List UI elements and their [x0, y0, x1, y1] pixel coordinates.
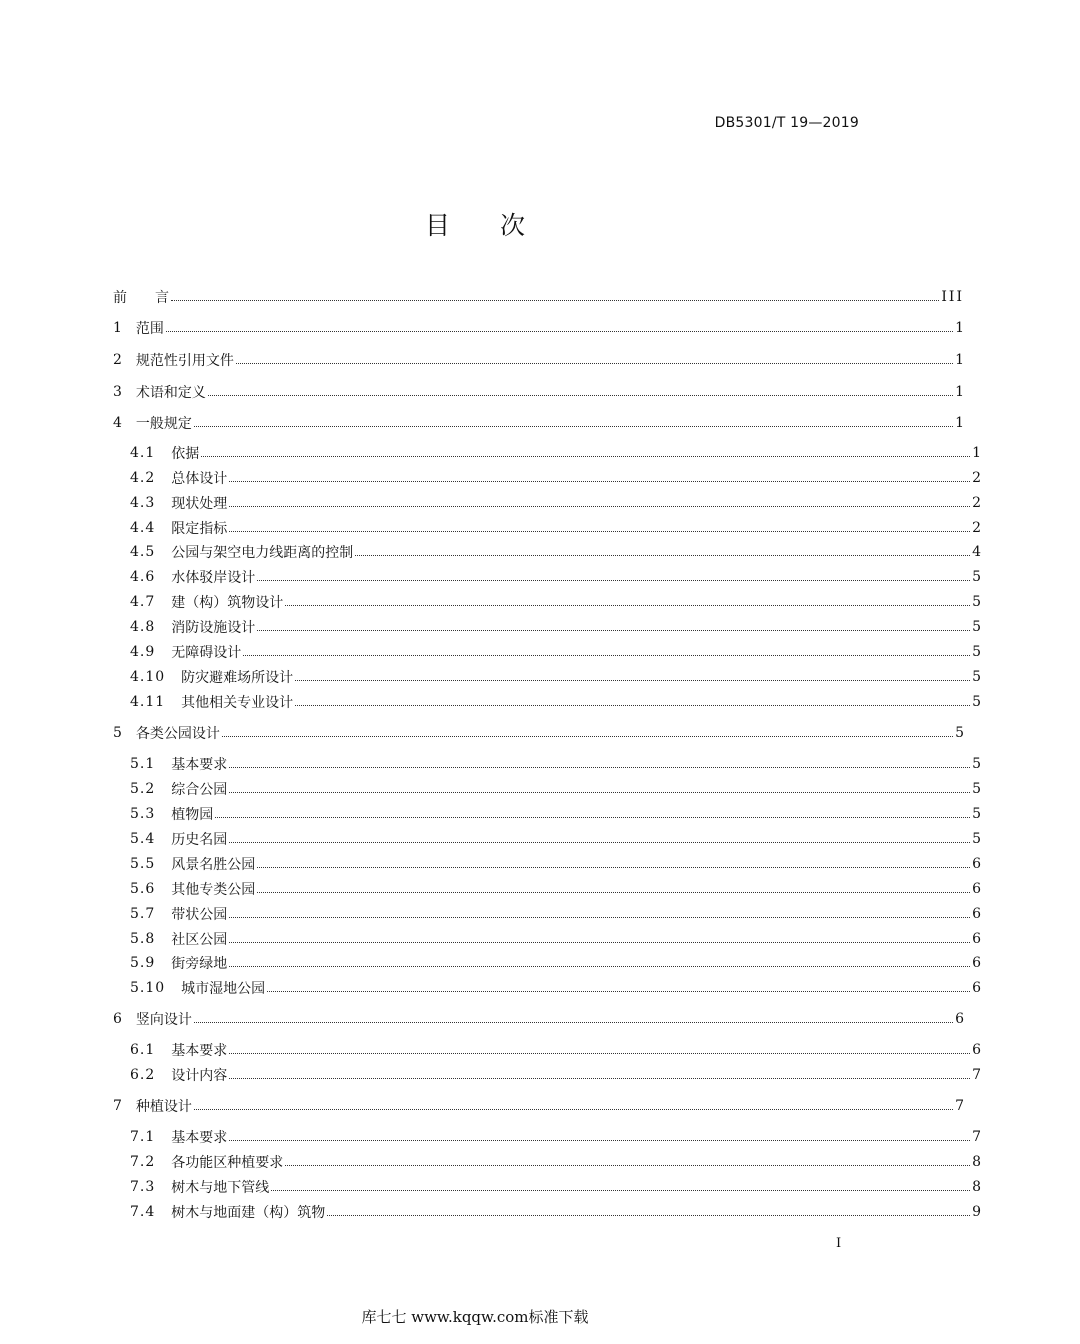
toc-entry-page: 5 [972, 569, 981, 585]
toc-entry-page: 2 [972, 520, 981, 536]
toc-entry[interactable] [0, 977, 1080, 999]
toc-entry[interactable] [0, 666, 1080, 688]
toc-leader-dots [229, 841, 970, 843]
toc-entry-label: 带状公园 [171, 907, 228, 923]
toc-entry-label: 综合公园 [171, 782, 228, 798]
toc-entry-label: 术语和定义 [135, 385, 206, 401]
toc-entry[interactable] [0, 853, 1080, 875]
toc-entry-number: 4.6 [130, 569, 156, 585]
toc-entry-page: III [941, 289, 964, 305]
toc-entry-number: 5.5 [130, 856, 156, 872]
toc-entry[interactable] [0, 591, 1080, 613]
toc-leader-dots [229, 916, 970, 918]
toc-entry-number: 7.1 [130, 1129, 156, 1145]
toc-entry-number: 2 [113, 352, 122, 368]
toc-entry[interactable] [0, 641, 1080, 663]
toc-entry-label: 一般规定 [135, 416, 192, 432]
toc-entry[interactable] [0, 778, 1080, 800]
toc-entry-page: 6 [972, 881, 981, 897]
toc-leader-dots [257, 629, 970, 631]
toc-entry-number: 4.4 [130, 520, 156, 536]
toc-entry[interactable] [0, 317, 1063, 339]
toc-entry[interactable] [0, 803, 1080, 825]
toc-entry-page: 5 [972, 806, 981, 822]
toc-entry-page: 1 [955, 415, 964, 431]
toc-entry[interactable] [0, 1176, 1080, 1198]
toc-entry-page: 6 [972, 931, 981, 947]
toc-entry-label: 设计内容 [171, 1068, 228, 1084]
toc-entry-label: 依据 [171, 446, 200, 462]
toc-leader-dots [257, 891, 970, 893]
toc-leader-dots [194, 425, 953, 427]
toc-leader-dots [194, 1021, 953, 1023]
toc-entry-page: 6 [972, 856, 981, 872]
toc-entry-label: 树木与地下管线 [171, 1180, 270, 1196]
toc-entry-page: 6 [955, 1011, 964, 1027]
toc-entry-number: 5.6 [130, 881, 156, 897]
toc-entry-number: 4.1 [130, 445, 156, 461]
toc-leader-dots [229, 791, 970, 793]
toc-entry[interactable] [0, 492, 1080, 514]
toc-entry[interactable] [0, 442, 1080, 464]
toc-entry-number: 5.8 [130, 931, 156, 947]
toc-entry-label: 基本要求 [171, 1130, 228, 1146]
toc-entry-number: 4.10 [130, 669, 166, 685]
title-char-2: 次 [500, 211, 528, 240]
toc-entry[interactable] [0, 1151, 1080, 1173]
toc-entry-label: 公园与架空电力线距离的控制 [171, 545, 354, 561]
toc-entry-number: 4.9 [130, 644, 156, 660]
toc-entry-number: 7.4 [130, 1204, 156, 1220]
toc-leader-dots [194, 1108, 953, 1110]
toc-entry-label: 风景名胜公园 [171, 857, 256, 873]
toc-leader-dots [236, 362, 953, 364]
toc-leader-dots [229, 505, 970, 507]
toc-entry-label: 其他专类公园 [171, 882, 256, 898]
toc-entry-page: 5 [972, 781, 981, 797]
toc-entry[interactable] [0, 381, 1063, 403]
toc-leader-dots [257, 579, 970, 581]
toc-leader-dots [208, 394, 953, 396]
toc-entry-number: 7.3 [130, 1179, 156, 1195]
toc-entry-number: 4.2 [130, 470, 156, 486]
toc-entry-label: 树木与地面建（构）筑物 [171, 1205, 326, 1221]
toc-entry-label: 现状处理 [171, 496, 228, 512]
toc-leader-dots [201, 455, 970, 457]
toc-entry-page: 8 [972, 1179, 981, 1195]
toc-entry-page: 5 [972, 644, 981, 660]
title-char-1: 目 [425, 211, 453, 240]
toc-entry-number: 5.3 [130, 806, 156, 822]
toc-leader-dots [222, 735, 953, 737]
toc-entry-number: 4.7 [130, 594, 156, 610]
toc-leader-dots [229, 766, 970, 768]
toc-entry-page: 1 [955, 384, 964, 400]
toc-entry-number: 7.2 [130, 1154, 156, 1170]
toc-entry-label: 城市湿地公园 [181, 981, 266, 997]
toc-entry-page: 6 [972, 906, 981, 922]
toc-entry[interactable] [0, 286, 1063, 308]
toc-entry-label: 范围 [135, 321, 164, 337]
document-code: DB5301/T 19—2019 [714, 115, 859, 131]
toc-leader-dots [295, 679, 970, 681]
toc-entry-page: 1 [955, 320, 964, 336]
toc-entry[interactable] [0, 1095, 1063, 1117]
toc-entry-number: 5.7 [130, 906, 156, 922]
toc-entry-page: 5 [972, 669, 981, 685]
toc-entry-label: 竖向设计 [135, 1012, 192, 1028]
toc-entry[interactable] [0, 412, 1063, 434]
toc-entry-page: 5 [972, 756, 981, 772]
page-number: I [836, 1236, 842, 1251]
toc-entry-label: 各功能区种植要求 [171, 1155, 284, 1171]
toc-entry-page: 5 [972, 694, 981, 710]
toc-entry-number: 6 [113, 1011, 122, 1027]
page-title [0, 206, 950, 242]
toc-entry-label: 植物园 [171, 807, 214, 823]
toc-entry-page: 6 [972, 980, 981, 996]
toc-entry-number: 5.10 [130, 980, 166, 996]
toc-entry-label: 防灾避难场所设计 [181, 670, 294, 686]
toc-leader-dots [285, 1164, 970, 1166]
toc-entry-page: 6 [972, 955, 981, 971]
toc-entry-number: 3 [113, 384, 122, 400]
toc-entry[interactable] [0, 1064, 1080, 1086]
toc-entry-label: 各类公园设计 [135, 726, 220, 742]
toc-entry-number: 5.2 [130, 781, 156, 797]
toc-leader-dots [285, 604, 970, 606]
toc-entry-page: 2 [972, 470, 981, 486]
toc-leader-dots [229, 1077, 970, 1079]
toc-entry[interactable] [0, 878, 1080, 900]
toc-entry-number: 7 [113, 1098, 122, 1114]
toc-entry-page: 4 [972, 544, 981, 560]
toc-entry[interactable] [0, 722, 1063, 744]
toc-entry-number: 5.9 [130, 955, 156, 971]
toc-leader-dots [229, 941, 970, 943]
toc-entry[interactable] [0, 828, 1080, 850]
toc-entry[interactable] [0, 1039, 1080, 1061]
toc-entry[interactable] [0, 616, 1080, 638]
toc-leader-dots [215, 816, 970, 818]
toc-entry[interactable] [0, 467, 1080, 489]
toc-leader-dots [166, 330, 953, 332]
toc-entry-label: 无障碍设计 [171, 645, 242, 661]
toc-entry-number: 5.4 [130, 831, 156, 847]
toc-entry[interactable] [0, 1008, 1063, 1030]
toc-entry-page: 1 [955, 352, 964, 368]
toc-entry-label: 前 言 [113, 290, 169, 306]
toc-entry-page: 8 [972, 1154, 981, 1170]
toc-leader-dots [229, 530, 970, 532]
toc-entry-label: 种植设计 [135, 1099, 192, 1115]
toc-entry-page: 7 [972, 1067, 981, 1083]
toc-leader-dots [267, 990, 970, 992]
toc-entry-page: 2 [972, 495, 981, 511]
toc-entry[interactable] [0, 691, 1080, 713]
toc-entry[interactable] [0, 517, 1080, 539]
toc-entry-label: 基本要求 [171, 1043, 228, 1059]
toc-entry-number: 4.11 [130, 694, 166, 710]
toc-entry-page: 1 [972, 445, 981, 461]
toc-entry-number: 4 [113, 415, 122, 431]
toc-entry-page: 5 [972, 594, 981, 610]
toc-entry[interactable] [0, 903, 1080, 925]
toc-entry-label: 消防设施设计 [171, 620, 256, 636]
toc-entry-label: 街旁绿地 [171, 956, 228, 972]
toc-entry-page: 5 [955, 725, 964, 741]
toc-entry[interactable] [0, 753, 1080, 775]
toc-entry-label: 其他相关专业设计 [181, 695, 294, 711]
toc-leader-dots [271, 1189, 970, 1191]
toc-entry[interactable] [0, 952, 1080, 974]
toc-entry-page: 7 [955, 1098, 964, 1114]
toc-leader-dots [257, 866, 970, 868]
toc-entry-label: 总体设计 [171, 471, 228, 487]
toc-entry[interactable] [0, 1126, 1080, 1148]
toc-entry-label: 社区公园 [171, 932, 228, 948]
toc-entry-page: 5 [972, 619, 981, 635]
toc-leader-dots [229, 965, 970, 967]
toc-entry[interactable] [0, 928, 1080, 950]
toc-entry[interactable] [0, 541, 1080, 563]
toc-entry-page: 9 [972, 1204, 981, 1220]
toc-entry[interactable] [0, 1201, 1080, 1223]
toc-entry-page: 6 [972, 1042, 981, 1058]
toc-leader-dots [229, 1139, 970, 1141]
toc-leader-dots [295, 704, 970, 706]
toc-entry-label: 规范性引用文件 [135, 353, 234, 369]
toc-entry-number: 5.1 [130, 756, 156, 772]
toc-entry-label: 建（构）筑物设计 [171, 595, 284, 611]
toc-leader-dots [229, 1052, 970, 1054]
toc-leader-dots [171, 299, 939, 301]
toc-entry-number: 4.3 [130, 495, 156, 511]
toc-entry-number: 4.5 [130, 544, 156, 560]
toc-entry-number: 1 [113, 320, 122, 336]
toc-leader-dots [355, 554, 970, 556]
toc-entry[interactable] [0, 349, 1063, 371]
toc-entry-label: 水体驳岸设计 [171, 570, 256, 586]
toc-entry-label: 限定指标 [171, 521, 228, 537]
toc-entry[interactable] [0, 566, 1080, 588]
toc-entry-number: 5 [113, 725, 122, 741]
toc-leader-dots [229, 480, 970, 482]
watermark-text: 库七七 www.kqqw.com标准下载 [361, 1308, 589, 1326]
toc-entry-label: 历史名园 [171, 832, 228, 848]
toc-leader-dots [327, 1214, 970, 1216]
toc-entry-number: 4.8 [130, 619, 156, 635]
toc-entry-page: 7 [972, 1129, 981, 1145]
toc-entry-number: 6.1 [130, 1042, 156, 1058]
toc-entry-label: 基本要求 [171, 757, 228, 773]
toc-entry-page: 5 [972, 831, 981, 847]
toc-entry-number: 6.2 [130, 1067, 156, 1083]
toc-leader-dots [243, 654, 970, 656]
